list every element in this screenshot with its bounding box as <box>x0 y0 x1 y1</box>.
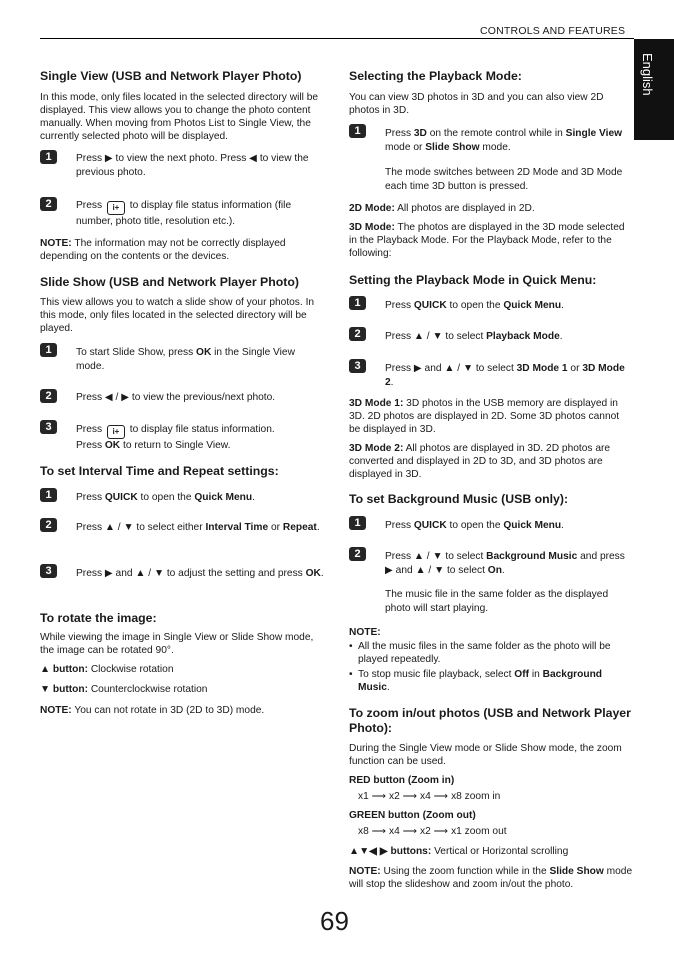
step-number-icon: 1 <box>40 488 57 502</box>
step-text: Press ◀ / ▶ to view the previous/next photo. <box>76 392 276 403</box>
green-button-label: GREEN button (Zoom out) <box>349 810 476 821</box>
mode-3d-line: 3D Mode: The photos are displayed in the 3D mode selected in the Playback Mode. For the Playback Mode, refer to the following: <box>349 222 625 259</box>
step-number-icon: 2 <box>40 389 57 403</box>
music-note-bullet-1: • All the music files in the same folder as the photo will be played repeatedly. <box>349 640 633 666</box>
step-text: Press 3D on the remote control while in Single View mode or Slide Show mode. <box>385 128 623 153</box>
step-text: Press QUICK to open the Quick Menu. <box>385 300 564 311</box>
step-number-icon: 2 <box>40 197 57 211</box>
info-button-icon: i+ <box>107 201 125 215</box>
single-view-note: NOTE: The information may not be correctly displayed depending on the contents or the devices. <box>40 238 286 262</box>
rotate-down-line: ▼ button: Counterclockwise rotation <box>40 684 208 695</box>
step-text: Press ▶ and ▲ / ▼ to select 3D Mode 1 or 3D Mode 2. <box>385 363 625 388</box>
step-number-icon: 3 <box>40 564 57 578</box>
language-tab-label: English <box>640 53 655 96</box>
language-tab <box>634 39 674 140</box>
green-zoom-sequence: x8 ⟶ x4 ⟶ x2 ⟶ x1 zoom out <box>358 826 507 837</box>
zoom-intro: During the Single View mode or Slide Show mode, the zoom function can be used. <box>349 743 622 767</box>
step-number-icon: 3 <box>349 359 366 373</box>
quick-menu-title: Setting the Playback Mode in Quick Menu: <box>349 273 597 287</box>
playback-intro: You can view 3D photos in 3D and you can also view 2D photos in 3D. <box>349 92 604 116</box>
step-text: To start Slide Show, press OK in the Single View mode. <box>76 347 295 372</box>
step-number-icon: 2 <box>40 518 57 532</box>
rotate-title: To rotate the image: <box>40 611 157 625</box>
zoom-note: NOTE: Using the zoom function while in the Slide Show mode will stop the slideshow and zoom in/out the photo. <box>349 866 633 890</box>
step-number-icon: 2 <box>349 327 366 341</box>
music-note-label: NOTE: <box>349 627 381 638</box>
slide-show-intro: This view allows you to watch a slide show of your photos. In this mode, only files located in the selected directory will be played. <box>40 297 315 334</box>
interval-title: To set Interval Time and Repeat settings: <box>40 464 279 478</box>
mode-3d-2-line: 3D Mode 2: All photos are displayed in 3D. 2D photos are converted and displayed in 2D to 3D, and 3D photos are displayed in 3D. <box>349 443 611 480</box>
mode-2d-line: 2D Mode: All photos are displayed in 2D. <box>349 203 535 214</box>
step-number-icon: 2 <box>349 547 366 561</box>
step-number-icon: 1 <box>40 343 57 357</box>
single-view-title: Single View (USB and Network Player Photo) <box>40 69 302 83</box>
red-button-label: RED button (Zoom in) <box>349 775 455 786</box>
zoom-title: To zoom in/out photos (USB and Network Player Photo): <box>349 706 631 735</box>
step-text: Press ▶ and ▲ / ▼ to adjust the setting and press OK. <box>76 568 324 579</box>
info-button-icon: i+ <box>107 425 125 439</box>
mode-3d-1-line: 3D Mode 1: 3D photos in the USB memory are displayed in 3D. 2D photos are displayed in 2D. Some 3D photos cannot be displayed in 3D. <box>349 398 620 435</box>
music-title: To set Background Music (USB only): <box>349 492 569 506</box>
rotate-note: NOTE: You can not rotate in 3D (2D to 3D) mode. <box>40 705 265 716</box>
rotate-up-line: ▲ button: Clockwise rotation <box>40 664 174 675</box>
playback-title: Selecting the Playback Mode: <box>349 69 522 83</box>
section-header: CONTROLS AND FEATURES <box>480 25 626 37</box>
step-extra-text: The music file in the same folder as the displayed photo will start playing. <box>385 589 609 614</box>
step-text: Press ▲ / ▼ to select Playback Mode. <box>385 331 563 342</box>
step-text: Press QUICK to open the Quick Menu. <box>385 520 564 531</box>
step-text: Press i+ to display file status information. Press OK to return to Single View. <box>76 424 275 451</box>
step-number-icon: 1 <box>40 150 57 164</box>
music-note-bullet-2: • To stop music file playback, select Off in Background Music. <box>349 668 633 694</box>
red-zoom-sequence: x1 ⟶ x2 ⟶ x4 ⟶ x8 zoom in <box>358 791 501 802</box>
step-number-icon: 1 <box>349 516 366 530</box>
step-text: Press ▲ / ▼ to select Background Music and press ▶ and ▲ / ▼ to select On. <box>385 551 625 576</box>
slide-show-title: Slide Show (USB and Network Player Photo) <box>40 275 299 289</box>
step-text: Press ▲ / ▼ to select either Interval Time or Repeat. <box>76 522 320 533</box>
step-text: Press QUICK to open the Quick Menu. <box>76 492 255 503</box>
arrow-buttons-line: ▲▼◀ ▶ buttons: Vertical or Horizontal scrolling <box>349 846 569 857</box>
header-rule <box>40 38 634 39</box>
step-number-icon: 1 <box>349 124 366 138</box>
step-extra-text: The mode switches between 2D Mode and 3D Mode each time 3D button is pressed. <box>385 167 623 192</box>
step-number-icon: 1 <box>349 296 366 310</box>
page-number: 69 <box>320 906 349 936</box>
single-view-intro: In this mode, only files located in the selected directory will be displayed. This view allows you to change the photo content manually. When moving from Photos List to Single View, the currently selected photo will be displayed. <box>40 92 319 142</box>
step-text: Press ▶ to view the next photo. Press ◀ to view the previous photo. <box>76 153 309 178</box>
rotate-intro: While viewing the image in Single View or Slide Show mode, the image can be rotated 90°. <box>40 632 314 656</box>
step-text: Press i+ to display file status information (file number, photo title, resolution etc.). <box>76 200 292 227</box>
step-number-icon: 3 <box>40 420 57 434</box>
